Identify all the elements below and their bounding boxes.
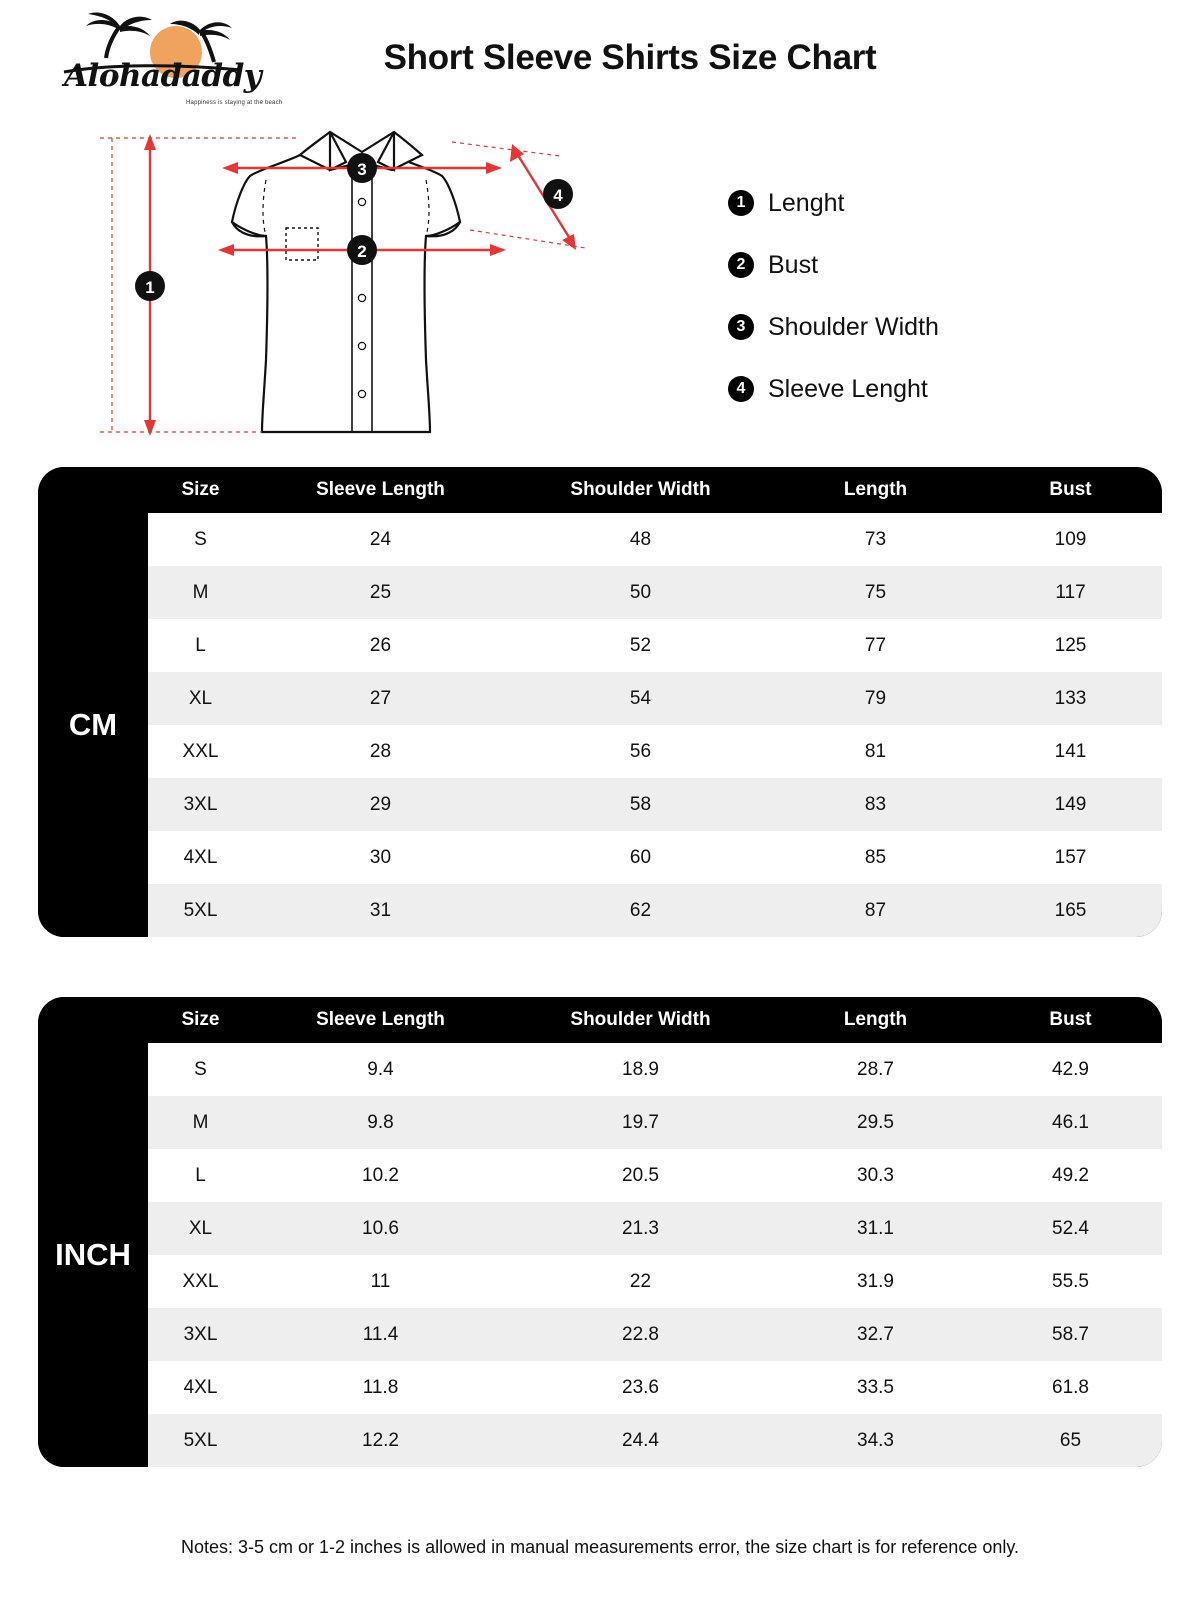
legend-badge-4: 4 (728, 376, 754, 402)
cell-sleeve: 11.8 (253, 1361, 508, 1414)
table-row (38, 725, 1162, 778)
table-row (38, 619, 1162, 672)
cell-shoulder: 19.7 (508, 1096, 773, 1149)
cell-bust: 49.2 (978, 1149, 1162, 1202)
size-table-inch (38, 997, 1162, 1467)
cell-sleeve: 31 (253, 884, 508, 937)
cell-bust: 133 (978, 672, 1162, 725)
measurement-diagram (0, 110, 1200, 455)
cell-sleeve: 28 (253, 725, 508, 778)
cell-bust: 109 (978, 513, 1162, 566)
cell-bust: 141 (978, 725, 1162, 778)
svg-text:1: 1 (145, 278, 155, 297)
cell-bust: 52.4 (978, 1202, 1162, 1255)
unit-header-inch (38, 997, 148, 1043)
cell-sleeve: 27 (253, 672, 508, 725)
cell-bust: 61.8 (978, 1361, 1162, 1414)
col-shoulder-width: Shoulder Width (508, 997, 773, 1043)
cell-size: S (148, 513, 253, 566)
cell-sleeve: 11.4 (253, 1308, 508, 1361)
cell-shoulder: 22 (508, 1255, 773, 1308)
cell-length: 83 (773, 778, 978, 831)
legend-item-shoulder-width (728, 296, 939, 358)
cell-sleeve: 9.8 (253, 1096, 508, 1149)
cell-shoulder: 58 (508, 778, 773, 831)
cell-bust: 55.5 (978, 1255, 1162, 1308)
cell-length: 32.7 (773, 1308, 978, 1361)
table-row (38, 1308, 1162, 1361)
cell-shoulder: 54 (508, 672, 773, 725)
legend-label-4: Sleeve Lenght (768, 374, 928, 403)
cell-size: XL (148, 1202, 253, 1255)
table-row (38, 513, 1162, 566)
cell-size: 3XL (148, 778, 253, 831)
cell-length: 87 (773, 884, 978, 937)
cell-sleeve: 30 (253, 831, 508, 884)
legend-item-bust (728, 234, 939, 296)
cell-length: 81 (773, 725, 978, 778)
notes: Notes: 3-5 cm or 1-2 inches is allowed in manual measurements error, the size chart is for reference only. (180, 1537, 1020, 1557)
cell-size: M (148, 566, 253, 619)
cell-length: 79 (773, 672, 978, 725)
cell-shoulder: 18.9 (508, 1043, 773, 1096)
cell-length: 77 (773, 619, 978, 672)
table-row (38, 672, 1162, 725)
cell-sleeve: 29 (253, 778, 508, 831)
legend-badge-3: 3 (728, 314, 754, 340)
cell-length: 29.5 (773, 1096, 978, 1149)
size-table-cm (38, 467, 1162, 937)
cell-bust: 165 (978, 884, 1162, 937)
table-row (38, 1096, 1162, 1149)
cell-sleeve: 10.2 (253, 1149, 508, 1202)
cell-size: M (148, 1096, 253, 1149)
col-bust: Bust (978, 997, 1162, 1043)
table-header-row (38, 467, 1162, 513)
cell-shoulder: 22.8 (508, 1308, 773, 1361)
table-row (38, 1202, 1162, 1255)
table-row (38, 1361, 1162, 1414)
unit-header-cm (38, 467, 148, 513)
unit-label-cm: CM (38, 513, 148, 937)
cell-shoulder: 56 (508, 725, 773, 778)
cell-length: 31.1 (773, 1202, 978, 1255)
cell-bust: 125 (978, 619, 1162, 672)
unit-label-inch: INCH (38, 1043, 148, 1467)
cell-sleeve: 9.4 (253, 1043, 508, 1096)
col-size: Size (148, 467, 253, 513)
cell-length: 33.5 (773, 1361, 978, 1414)
cell-sleeve: 25 (253, 566, 508, 619)
cell-length: 30.3 (773, 1149, 978, 1202)
cell-bust: 42.9 (978, 1043, 1162, 1096)
cell-shoulder: 21.3 (508, 1202, 773, 1255)
cell-bust: 117 (978, 566, 1162, 619)
table-row (38, 884, 1162, 937)
svg-text:2: 2 (357, 242, 367, 261)
cell-shoulder: 48 (508, 513, 773, 566)
legend-badge-1: 1 (728, 190, 754, 216)
cell-length: 28.7 (773, 1043, 978, 1096)
cell-bust: 157 (978, 831, 1162, 884)
page-title: Short Sleeve Shirts Size Chart (383, 38, 877, 77)
cell-sleeve: 26 (253, 619, 508, 672)
cell-shoulder: 60 (508, 831, 773, 884)
cell-length: 31.9 (773, 1255, 978, 1308)
table-row (38, 831, 1162, 884)
legend (728, 172, 939, 420)
cell-size: L (148, 619, 253, 672)
table-header-row (38, 997, 1162, 1043)
cell-size: XXL (148, 1255, 253, 1308)
cell-bust: 58.7 (978, 1308, 1162, 1361)
col-length: Length (773, 997, 978, 1043)
table-row (38, 1043, 1162, 1096)
cell-shoulder: 24.4 (508, 1414, 773, 1467)
cell-shoulder: 50 (508, 566, 773, 619)
cell-size: 5XL (148, 1414, 253, 1467)
col-sleeve-length: Sleeve Length (253, 997, 508, 1043)
cell-bust: 46.1 (978, 1096, 1162, 1149)
cell-sleeve: 11 (253, 1255, 508, 1308)
col-length: Length (773, 467, 978, 513)
header (0, 0, 1200, 110)
cell-shoulder: 20.5 (508, 1149, 773, 1202)
cell-length: 34.3 (773, 1414, 978, 1467)
svg-text:4: 4 (553, 186, 563, 205)
table-row (38, 778, 1162, 831)
legend-item-sleeve-length (728, 358, 939, 420)
col-sleeve-length: Sleeve Length (253, 467, 508, 513)
cell-shoulder: 52 (508, 619, 773, 672)
cell-sleeve: 12.2 (253, 1414, 508, 1467)
legend-label-2: Bust (768, 250, 819, 279)
cell-size: 4XL (148, 831, 253, 884)
cell-size: 5XL (148, 884, 253, 937)
col-size: Size (148, 997, 253, 1043)
cell-sleeve: 24 (253, 513, 508, 566)
cell-bust: 149 (978, 778, 1162, 831)
cell-size: S (148, 1043, 253, 1096)
col-bust: Bust (978, 467, 1162, 513)
col-shoulder-width: Shoulder Width (508, 467, 773, 513)
table-row (38, 1414, 1162, 1467)
cell-sleeve: 10.6 (253, 1202, 508, 1255)
legend-item-length (728, 172, 939, 234)
cell-length: 73 (773, 513, 978, 566)
shirt-illustration (0, 110, 720, 455)
cell-size: L (148, 1149, 253, 1202)
cell-bust: 65 (978, 1414, 1162, 1467)
cell-size: XXL (148, 725, 253, 778)
table-row (38, 1149, 1162, 1202)
cell-shoulder: 62 (508, 884, 773, 937)
cell-length: 85 (773, 831, 978, 884)
legend-label-1: Lenght (768, 188, 845, 217)
svg-text:3: 3 (357, 160, 367, 179)
cell-shoulder: 23.6 (508, 1361, 773, 1414)
cell-size: 4XL (148, 1361, 253, 1414)
legend-label-3: Shoulder Width (768, 312, 939, 341)
cell-size: XL (148, 672, 253, 725)
brand-tagline: Happiness is staying at the beach (186, 100, 283, 106)
brand-name: Alohadaddy (64, 58, 262, 94)
table-row (38, 566, 1162, 619)
legend-badge-2: 2 (728, 252, 754, 278)
cell-length: 75 (773, 566, 978, 619)
table-row (38, 1255, 1162, 1308)
cell-size: 3XL (148, 1308, 253, 1361)
